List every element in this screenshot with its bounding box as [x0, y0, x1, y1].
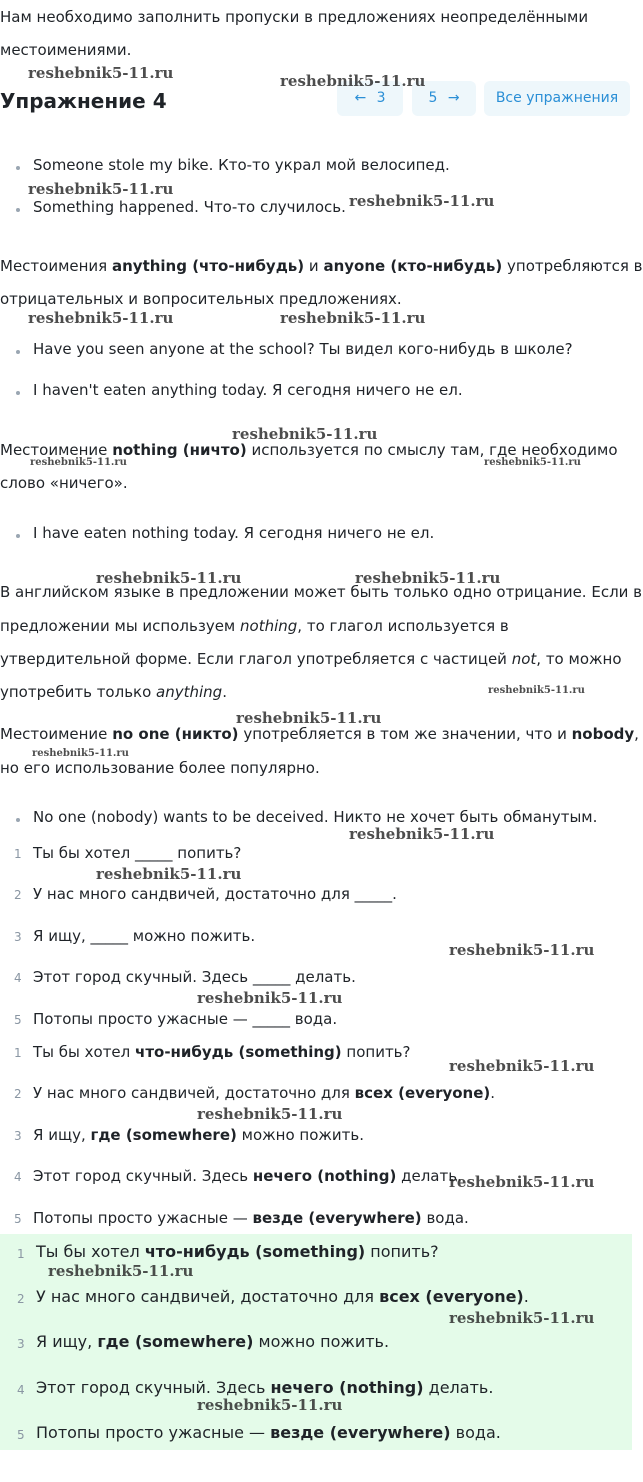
watermark: reshebnik5-11.ru	[449, 1173, 595, 1191]
list-item: Someone stole my bike. Кто-то украл мой велосипед.	[33, 156, 450, 174]
text-span: Ты бы хотел	[36, 1242, 145, 1261]
text-span: Я ищу,	[33, 1126, 91, 1144]
bold-answer: где (somewhere)	[97, 1332, 254, 1351]
task-item: Я ищу, _____ можно пожить.	[33, 927, 256, 945]
watermark: reshebnik5-11.ru	[349, 192, 495, 210]
list-item: I haven't eaten anything today. Я сегодня ничего не ел.	[33, 381, 463, 399]
answer-item	[36, 1286, 529, 1308]
answer-number: 4	[14, 1170, 22, 1184]
text-span: Потопы просто ужасные —	[33, 1209, 253, 1227]
watermark: reshebnik5-11.ru	[197, 989, 343, 1007]
page-title: Упражнение 4	[0, 89, 167, 113]
text-span: .	[523, 1287, 529, 1306]
answer-item	[33, 1042, 411, 1062]
bold-answer: что-нибудь (something)	[144, 1242, 366, 1261]
text-span: Местоимения	[0, 257, 112, 275]
watermark: reshebnik5-11.ru	[197, 1396, 343, 1414]
text-span: Этот город скучный. Здесь	[33, 1167, 253, 1185]
text-span: предложении мы используем	[0, 617, 241, 635]
list-item: Something happened. Что-то случилось.	[33, 198, 346, 216]
text-span: Этот город скучный. Здесь	[36, 1378, 271, 1397]
text-span: попить?	[341, 1043, 411, 1061]
answer-number: 5	[17, 1428, 25, 1442]
italic-term: anything	[156, 683, 223, 701]
paragraph-negation-line-1: В английском языке в предложении может быть только одно отрицание. Если в	[0, 583, 643, 601]
bold-answer: всех (everyone)	[354, 1084, 491, 1102]
italic-term: nothing	[240, 617, 298, 635]
list-item: Have you seen anyone at the school? Ты видел кого-нибудь в школе?	[33, 340, 573, 358]
answer-item	[33, 1125, 364, 1145]
bold-answer: везде (everywhere)	[252, 1209, 422, 1227]
answer-item	[33, 1166, 462, 1186]
watermark: reshebnik5-11.ru	[32, 748, 129, 759]
paragraph-anything-line-1	[0, 256, 643, 276]
answer-number: 3	[17, 1337, 25, 1351]
bold-term: nobody	[571, 725, 635, 743]
all-exercises-button[interactable]: Все упражнения	[484, 81, 630, 116]
arrow-right-icon: →	[447, 90, 460, 106]
text-span: употребить только	[0, 683, 157, 701]
text-span: используется по смыслу там, где необходимо	[246, 441, 618, 459]
text-span: употребляется в том же значении, что и	[238, 725, 572, 743]
watermark: reshebnik5-11.ru	[449, 1309, 595, 1327]
answer-item	[36, 1241, 439, 1263]
text-span: , то глагол используется в	[297, 617, 509, 635]
bullet-icon	[16, 534, 20, 538]
bullet-icon	[16, 208, 20, 212]
next-exercise-label: 5	[428, 90, 438, 106]
task-number: 4	[14, 971, 22, 985]
task-number: 5	[14, 1013, 22, 1027]
text-span: употребляются в	[502, 257, 643, 275]
task-item: Потопы просто ужасные — _____ вода.	[33, 1010, 338, 1028]
bullet-icon	[16, 166, 20, 170]
paragraph-negation-line-2	[0, 616, 509, 636]
text-span: Ты бы хотел	[33, 1043, 136, 1061]
bold-term: anyone (кто-нибудь)	[323, 257, 503, 275]
text-span: утвердительной форме. Если глагол употребляется с частицей	[0, 650, 512, 668]
text-span: Местоимение	[0, 441, 113, 459]
text-span: делать.	[396, 1167, 462, 1185]
prev-exercise-label: 3	[376, 90, 386, 106]
bold-answer: нечего (nothing)	[270, 1378, 424, 1397]
watermark: reshebnik5-11.ru	[280, 72, 426, 90]
answer-item	[36, 1422, 501, 1444]
watermark: reshebnik5-11.ru	[449, 1057, 595, 1075]
watermark: reshebnik5-11.ru	[280, 309, 426, 327]
watermark: reshebnik5-11.ru	[232, 425, 378, 443]
answer-number: 1	[14, 1046, 22, 1060]
task-item: У нас много сандвичей, достаточно для _____.	[33, 885, 397, 903]
list-item: I have eaten nothing today. Я сегодня ничего не ел.	[33, 524, 435, 542]
intro-line-1: Нам необходимо заполнить пропуски в предложениях неопределёнными	[0, 8, 589, 26]
watermark: reshebnik5-11.ru	[28, 309, 174, 327]
bold-answer: везде (everywhere)	[270, 1423, 451, 1442]
task-item: Этот город скучный. Здесь _____ делать.	[33, 968, 356, 986]
paragraph-noone-line-1	[0, 724, 639, 744]
text-span: Местоимение	[0, 725, 113, 743]
answer-number: 4	[17, 1383, 25, 1397]
text-span: делать.	[423, 1378, 494, 1397]
intro-line-2: местоимениями.	[0, 41, 132, 59]
text-span: можно пожить.	[253, 1332, 390, 1351]
bullet-icon	[16, 818, 20, 822]
answer-item	[36, 1331, 389, 1353]
task-number: 2	[14, 888, 22, 902]
paragraph-negation-line-3	[0, 649, 622, 669]
bullet-icon	[16, 350, 20, 354]
paragraph-noone-line-2: но его использование более популярно.	[0, 759, 320, 777]
text-span: .	[490, 1084, 496, 1102]
watermark: reshebnik5-11.ru	[28, 64, 174, 82]
text-span: .	[222, 683, 227, 701]
bold-answer: где (somewhere)	[90, 1126, 237, 1144]
bold-answer: всех (everyone)	[379, 1287, 524, 1306]
watermark: reshebnik5-11.ru	[96, 865, 242, 883]
watermark: reshebnik5-11.ru	[488, 685, 585, 696]
watermark: reshebnik5-11.ru	[484, 457, 581, 468]
answer-item	[33, 1208, 469, 1228]
bold-term: no one (никто)	[112, 725, 239, 743]
list-item: No one (nobody) wants to be deceived. Никто не хочет быть обманутым.	[33, 808, 598, 826]
text-span: попить?	[365, 1242, 439, 1261]
watermark: reshebnik5-11.ru	[236, 709, 382, 727]
text-span: и	[304, 257, 324, 275]
bold-answer: нечего (nothing)	[252, 1167, 397, 1185]
paragraph-nothing-line-2: слово «ничего».	[0, 474, 128, 492]
text-span: можно пожить.	[236, 1126, 364, 1144]
paragraph-negation-line-4	[0, 682, 227, 702]
watermark: reshebnik5-11.ru	[349, 825, 495, 843]
bold-term: anything (что-нибудь)	[111, 257, 305, 275]
bold-answer: что-нибудь (something)	[135, 1043, 342, 1061]
answer-item	[33, 1083, 495, 1103]
watermark: reshebnik5-11.ru	[449, 941, 595, 959]
text-span: Потопы просто ужасные —	[36, 1423, 271, 1442]
answer-number: 2	[17, 1292, 25, 1306]
bold-term: nothing (ничто)	[112, 441, 247, 459]
text-span: У нас много сандвичей, достаточно для	[33, 1084, 355, 1102]
arrow-left-icon: ←	[354, 90, 367, 106]
task-number: 3	[14, 930, 22, 944]
text-span: , то можно	[536, 650, 622, 668]
text-span: У нас много сандвичей, достаточно для	[36, 1287, 380, 1306]
answer-number: 1	[17, 1247, 25, 1261]
watermark: reshebnik5-11.ru	[96, 569, 242, 587]
text-span: вода.	[421, 1209, 469, 1227]
answer-number: 2	[14, 1087, 22, 1101]
answer-number: 5	[14, 1212, 22, 1226]
watermark: reshebnik5-11.ru	[355, 569, 501, 587]
task-item: Ты бы хотел _____ попить?	[33, 844, 242, 862]
paragraph-anything-line-2: отрицательных и вопросительных предложениях.	[0, 290, 402, 308]
watermark: reshebnik5-11.ru	[28, 180, 174, 198]
watermark: reshebnik5-11.ru	[48, 1262, 194, 1280]
answer-number: 3	[14, 1129, 22, 1143]
task-number: 1	[14, 847, 22, 861]
text-span: ,	[634, 725, 639, 743]
text-span: вода.	[450, 1423, 501, 1442]
bullet-icon	[16, 391, 20, 395]
watermark: reshebnik5-11.ru	[197, 1105, 343, 1123]
text-span: Я ищу,	[36, 1332, 98, 1351]
italic-term: not	[511, 650, 537, 668]
watermark: reshebnik5-11.ru	[30, 457, 127, 468]
